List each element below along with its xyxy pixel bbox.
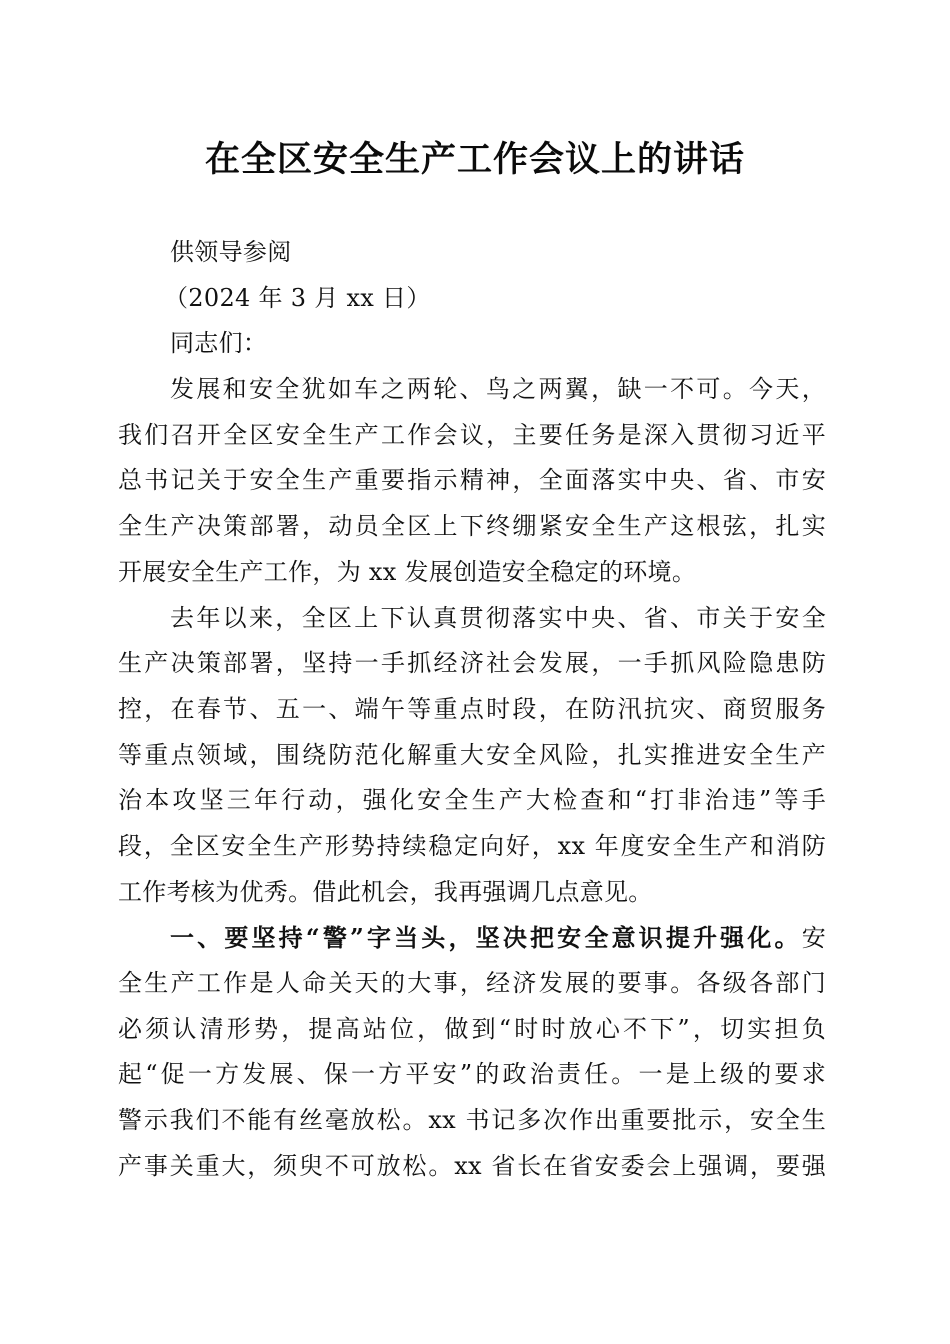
paragraph-line: 产事关重大，须臾不可放松。xx 省长在省安委会上强调，要强 xyxy=(118,1151,826,1180)
paragraph-line: 段，全区安全生产形势持续稳定向好，xx 年度安全生产和消防 xyxy=(118,831,826,860)
paragraph-line: 总书记关于安全生产重要指示精神，全面落实中央、省、市安 xyxy=(118,466,826,495)
greeting: 同志们： xyxy=(170,329,268,358)
paragraph-line: 全生产工作是人命关天的大事，经济发展的要事。各级各部门 xyxy=(118,969,826,997)
paragraph-3 xyxy=(118,915,826,1189)
paragraph-line: 我们召开全区安全生产工作会议，主要任务是深入贯彻习近平 xyxy=(118,420,826,449)
paragraph-line: 开展安全生产工作，为 xx 发展创造安全稳定的环境。 xyxy=(118,557,697,586)
paragraph-line: 必须认清形势，提高站位，做到“时时放心不下”，切实担负 xyxy=(118,1014,826,1043)
paragraph-line: 起“促一方发展、保一方平安”的政治责任。一是上级的要求 xyxy=(118,1060,826,1089)
paragraph-line: 控，在春节、五一、端午等重点时段，在防汛抗灾、商贸服务 xyxy=(118,694,826,723)
paragraph-2 xyxy=(118,596,826,916)
paragraph-1 xyxy=(118,367,826,595)
reference-note: 供领导参阅 xyxy=(170,238,292,266)
paragraph-line: 工作考核为优秀。借此机会，我再强调几点意见。 xyxy=(118,877,653,906)
speech-date: （2024 年 3 月 xx 日） xyxy=(164,283,431,312)
document-body xyxy=(118,230,826,1189)
paragraph-text: 安 xyxy=(801,924,826,953)
paragraph-line: 去年以来，全区上下认真贯彻落实中央、省、市关于安全 xyxy=(170,603,826,632)
paragraph-line: 全生产决策部署，动员全区上下终绷紧安全生产这根弦，扎实 xyxy=(118,512,826,541)
paragraph-line: 警示我们不能有丝毫放松。xx 书记多次作出重要批示，安全生 xyxy=(118,1106,826,1135)
section-heading: 一、要坚持“警”字当头，坚决把安全意识提升强化。 xyxy=(170,923,802,953)
paragraph-line: 治本攻坚三年行动，强化安全生产大检查和“打非治违”等手 xyxy=(118,786,826,815)
paragraph-line: 等重点领域，围绕防范化解重大安全风险，扎实推进安全生产 xyxy=(118,740,826,769)
paragraph-line: 生产决策部署，坚持一手抓经济社会发展，一手抓风险隐患防 xyxy=(118,649,826,678)
document-title: 在全区安全生产工作会议上的讲话 xyxy=(204,139,745,180)
paragraph-line: 发展和安全犹如车之两轮、鸟之两翼，缺一不可。今天， xyxy=(170,375,826,404)
paragraph-heading-line xyxy=(118,915,826,961)
